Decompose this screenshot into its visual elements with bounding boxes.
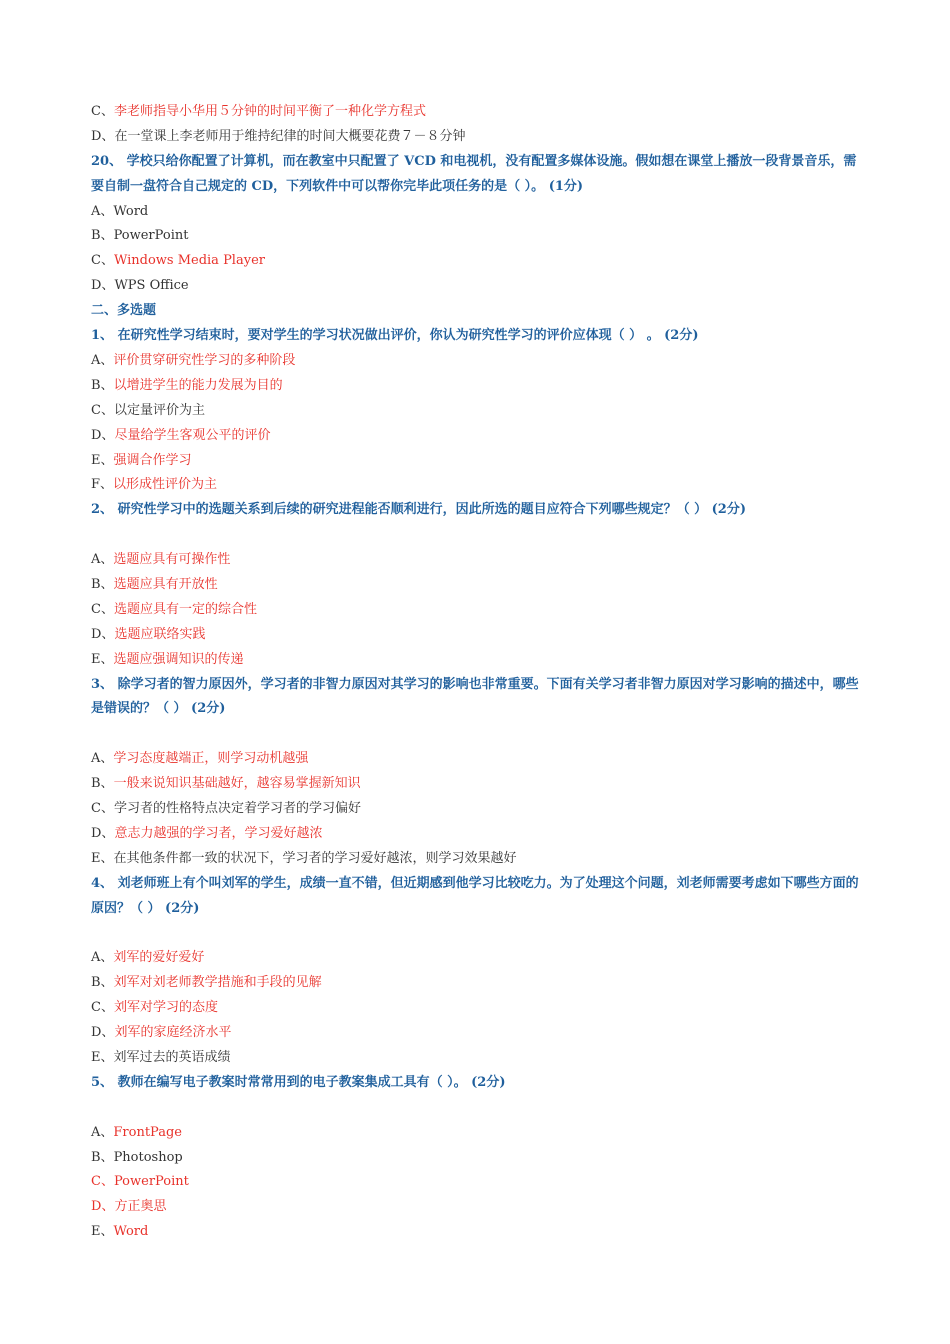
option-prefix: D、 bbox=[91, 825, 115, 841]
option-prefix: A、 bbox=[91, 352, 114, 368]
question-text: 20、 学校只给你配置了计算机，而在教室中只配置了 VCD 和电视机，没有配置多媒体设施。假如想在课堂上播放一段背景音乐，需要自制一盘符合自己规定的 CD，下列软件中可以帮你完毕此项任务的是（ ）。 (1分) bbox=[91, 153, 857, 194]
multi-question-3 bbox=[91, 673, 866, 872]
option-prefix: E、 bbox=[91, 1224, 114, 1240]
document-body bbox=[91, 100, 866, 1245]
option-prefix: B、 bbox=[91, 776, 114, 792]
option-line bbox=[91, 424, 866, 449]
option-prefix: C、 bbox=[91, 253, 114, 269]
option-line bbox=[91, 224, 866, 249]
multi-question-1 bbox=[91, 324, 866, 498]
option-line bbox=[91, 349, 866, 374]
option-prefix: C、 bbox=[91, 801, 114, 817]
option-prefix: C、 bbox=[91, 1174, 114, 1190]
option-line bbox=[91, 797, 866, 822]
option-line bbox=[91, 996, 866, 1021]
option-prefix: B、 bbox=[91, 228, 114, 244]
option-prefix: B、 bbox=[91, 975, 114, 991]
option-prefix: E、 bbox=[91, 651, 114, 667]
option-text: 选题应强调知识的传递 bbox=[113, 651, 244, 667]
option-text: 以形成性评价为主 bbox=[113, 477, 218, 493]
option-text: 学习态度越端正，则学习动机越强 bbox=[113, 751, 309, 767]
option-prefix: C、 bbox=[91, 104, 114, 119]
option-prefix: E、 bbox=[91, 850, 114, 866]
option-prefix: C、 bbox=[91, 402, 114, 418]
option-prefix: D、 bbox=[91, 1199, 115, 1215]
option-line bbox=[91, 598, 866, 623]
option-text: FrontPage bbox=[113, 1124, 182, 1140]
option-prefix: A、 bbox=[91, 751, 114, 767]
option-text: 在其他条件都一致的状况下，学习者的学习爱好越浓，则学习效果越好 bbox=[113, 850, 517, 866]
multi-question-4 bbox=[91, 872, 866, 1071]
option-prefix: E、 bbox=[91, 1049, 114, 1065]
option-text: PowerPoint bbox=[113, 1174, 189, 1190]
option-prefix: B、 bbox=[91, 1149, 114, 1165]
option-text: 学习者的性格特点决定着学习者的学习偏好 bbox=[113, 801, 361, 817]
option-text: WPS Office bbox=[114, 278, 189, 294]
option-text: 刘军的家庭经济水平 bbox=[114, 1025, 232, 1041]
option-text: 选题应具有一定的综合性 bbox=[113, 601, 257, 617]
option-text: 评价贯穿研究性学习的多种阶段 bbox=[113, 352, 296, 368]
question-20 bbox=[91, 150, 866, 299]
option-text: 强调合作学习 bbox=[113, 452, 192, 468]
option-prefix: F、 bbox=[91, 477, 114, 493]
option-prefix: A、 bbox=[91, 203, 114, 219]
option-prefix: D、 bbox=[91, 1025, 115, 1041]
multi-question-2 bbox=[91, 498, 866, 672]
option-line bbox=[91, 747, 866, 772]
option-text: Word bbox=[113, 203, 149, 219]
option-prefix: B、 bbox=[91, 377, 114, 393]
option-prefix: D、 bbox=[91, 427, 115, 443]
option-text: Windows Media Player bbox=[113, 253, 265, 269]
option-text: 选题应具有开放性 bbox=[113, 576, 218, 592]
option-line bbox=[91, 573, 866, 598]
option-text: 刘军对学习的态度 bbox=[113, 1000, 218, 1016]
option-line bbox=[91, 274, 866, 299]
option-text: 刘军的爱好爱好 bbox=[113, 950, 205, 966]
option-prefix: A、 bbox=[91, 552, 114, 568]
option-line bbox=[91, 822, 866, 847]
option-text: 选题应具有可操作性 bbox=[113, 552, 231, 568]
option-prefix: A、 bbox=[91, 950, 114, 966]
option-text: 尽量给学生客观公平的评价 bbox=[114, 427, 271, 443]
multi-question-5 bbox=[91, 1071, 866, 1245]
option-prefix: A、 bbox=[91, 1124, 114, 1140]
option-line bbox=[91, 125, 866, 150]
option-line bbox=[91, 249, 866, 274]
option-text: 在一堂课上李老师用于维持纪律的时间大概要花费７－８分钟 bbox=[114, 128, 466, 144]
question-text: 5、 教师在编写电子教案时常常用到的电子教案集成工具有（ ）。 (2分) bbox=[91, 1074, 506, 1090]
option-line bbox=[91, 847, 866, 872]
option-line bbox=[91, 1121, 866, 1146]
section-title: 二、多选题 bbox=[91, 303, 157, 319]
multi-choice-list bbox=[91, 324, 866, 1245]
option-prefix: D、 bbox=[91, 278, 115, 294]
option-line bbox=[91, 648, 866, 673]
option-line bbox=[91, 449, 866, 474]
option-text: Word bbox=[113, 1224, 149, 1240]
option-text: 刘军对刘老师教学措施和手段的见解 bbox=[113, 975, 322, 991]
option-line bbox=[91, 100, 866, 125]
option-text: 方正奥思 bbox=[114, 1199, 167, 1215]
option-line bbox=[91, 1170, 866, 1195]
option-line bbox=[91, 1195, 866, 1220]
option-line bbox=[91, 772, 866, 797]
option-line bbox=[91, 200, 866, 225]
option-line bbox=[91, 374, 866, 399]
option-text: 意志力越强的学习者，学习爱好越浓 bbox=[114, 825, 323, 841]
option-line bbox=[91, 946, 866, 971]
option-text: Photoshop bbox=[113, 1149, 183, 1165]
option-line bbox=[91, 1021, 866, 1046]
option-prefix: E、 bbox=[91, 452, 114, 468]
option-prefix: B、 bbox=[91, 576, 114, 592]
option-text: 以定量评价为主 bbox=[113, 402, 205, 418]
option-prefix: C、 bbox=[91, 601, 114, 617]
option-text: 李老师指导小华用５分钟的时间平衡了一种化学方程式 bbox=[113, 104, 426, 119]
option-line bbox=[91, 1220, 866, 1245]
option-text: 选题应联络实践 bbox=[114, 626, 206, 642]
option-line bbox=[91, 548, 866, 573]
option-line bbox=[91, 1146, 866, 1171]
option-text: 刘军过去的英语成绩 bbox=[113, 1049, 231, 1065]
question-text: 3、 除学习者的智力原因外，学习者的非智力原因对其学习的影响也非常重要。下面有关学习者非智力原因对学习影响的描述中，哪些是错误的？（ ） (2分) bbox=[91, 676, 859, 717]
option-line bbox=[91, 399, 866, 424]
question-text: 4、 刘老师班上有个叫刘军的学生，成绩一直不错，但近期感到他学习比较吃力。为了处理这个问题，刘老师需要考虑如下哪些方面的原因？（ ） (2分) bbox=[91, 875, 859, 916]
option-text: PowerPoint bbox=[113, 228, 189, 244]
option-line bbox=[91, 473, 866, 498]
option-prefix: D、 bbox=[91, 626, 115, 642]
option-text: 以增进学生的能力发展为目的 bbox=[113, 377, 283, 393]
option-text: 一般来说知识基础越好，越容易掌握新知识 bbox=[113, 776, 361, 792]
option-prefix: D、 bbox=[91, 128, 115, 144]
question-text: 2、 研究性学习中的选题关系到后续的研究进程能否顺利进行，因此所选的题目应符合下列哪些规定？（ ） (2分) bbox=[91, 502, 746, 518]
option-prefix: C、 bbox=[91, 1000, 114, 1016]
option-line bbox=[91, 971, 866, 996]
question-text: 1、 在研究性学习结束时，要对学生的学习状况做出评价，你认为研究性学习的评价应体现（ ） 。 (2分) bbox=[91, 328, 699, 344]
option-line bbox=[91, 623, 866, 648]
option-line bbox=[91, 1046, 866, 1071]
q19-tail bbox=[91, 100, 866, 150]
